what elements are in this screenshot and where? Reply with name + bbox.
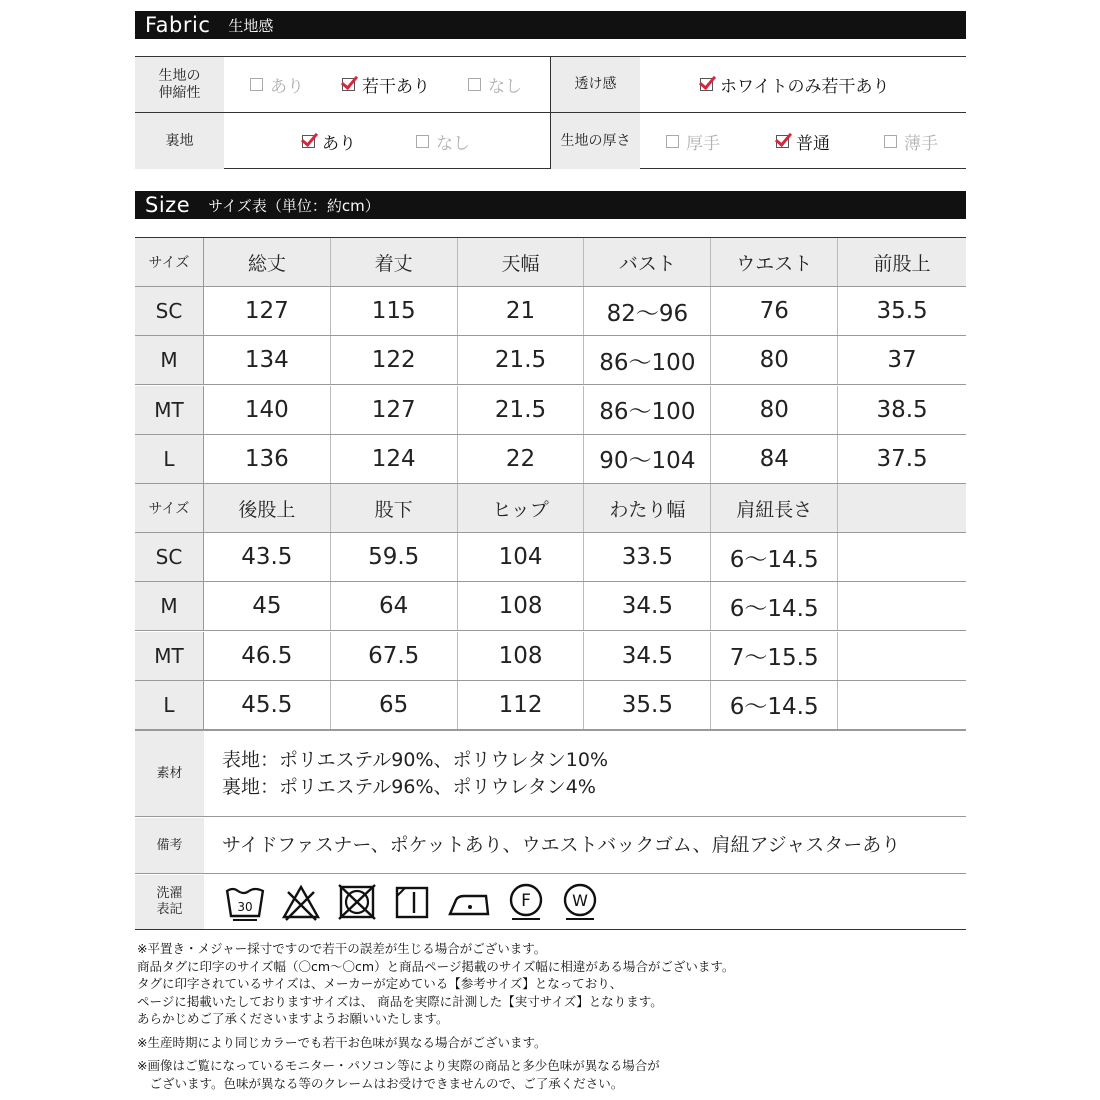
lining-option-ari: [302, 113, 356, 169]
fabric-row-1: [135, 57, 966, 113]
lining-option-nashi: [416, 113, 470, 169]
notes: [137, 940, 734, 1092]
measure-value: 80: [711, 336, 838, 384]
measure-value: 37: [887, 347, 917, 374]
care-row: [135, 875, 966, 930]
checkbox-icon: [250, 78, 263, 91]
measure-value: 21.5: [458, 386, 585, 434]
measure-value: 86〜100: [584, 336, 711, 384]
measure-header: 着丈: [331, 238, 458, 286]
measure-header: 前股上: [838, 238, 966, 286]
size-name: SC: [135, 533, 204, 581]
size-name: M: [135, 582, 204, 630]
measure-value: [838, 681, 966, 729]
measure-value: 64: [331, 582, 458, 630]
size-data-row: [135, 533, 966, 582]
care-icons: [204, 875, 600, 929]
measure-value: 21.5: [458, 336, 585, 384]
measure-value: 112: [458, 681, 585, 729]
measure-value: 45.5: [204, 681, 331, 729]
fabric-title-en: Fabric: [145, 13, 211, 37]
measure-value: 59.5: [331, 533, 458, 581]
checkbox-checked-icon: [302, 135, 315, 148]
measure-header: 後股上: [204, 484, 331, 532]
thickness-option-thick: [666, 113, 720, 169]
measure-value: [838, 533, 966, 581]
option-label: 厚手: [686, 133, 720, 154]
note-line: ございます。色味が異なる等のクレームはお受けできませんので、ご了承ください。: [137, 1075, 624, 1091]
measure-value: 6〜14.5: [711, 533, 838, 581]
measure-header: 総丈: [204, 238, 331, 286]
measure-value: 136: [204, 435, 331, 483]
line-dry-shade-icon: [392, 882, 432, 922]
measure-value: 6〜14.5: [711, 582, 838, 630]
size-data-row: [135, 435, 966, 484]
measure-value: 134: [204, 336, 331, 384]
measure-value: 35.5: [584, 681, 711, 729]
material-line-outer: 表地：ポリエステル90%、ポリウレタン10%: [222, 748, 608, 771]
measure-value: 124: [331, 435, 458, 483]
note-line: ※平置き・メジャー採寸ですので若干の誤差が生じる場合がございます。: [137, 941, 547, 956]
option-label: なし: [436, 133, 470, 154]
option-label: なし: [488, 77, 522, 97]
measure-value: 33.5: [584, 533, 711, 581]
measure-value: 65: [331, 681, 458, 729]
material-label: 素材: [135, 731, 204, 816]
fabric-section-header: [135, 11, 966, 39]
measure-value: 127: [331, 386, 458, 434]
checkbox-icon: [416, 135, 429, 148]
remarks-value: サイドファスナー、ポケットあり、ウエストバックゴム、肩紐アジャスターあり: [222, 834, 901, 856]
size-header-row: [135, 484, 966, 533]
thickness-option-normal: [776, 113, 830, 169]
size-title-en: Size: [145, 193, 191, 217]
stretch-option-slight: [342, 57, 430, 112]
measure-header: ウエスト: [711, 238, 838, 286]
sheer-label: [551, 57, 640, 112]
size-header-label: サイズ: [135, 238, 204, 286]
dry-clean-letter: F: [521, 891, 531, 911]
measure-value: 37.5: [876, 445, 928, 472]
measure-header: 天幅: [458, 238, 585, 286]
measure-value: 45: [204, 582, 331, 630]
size-name: MT: [135, 386, 204, 434]
fabric-table: [135, 56, 966, 169]
measure-value: 67.5: [331, 632, 458, 680]
measure-value: 21: [458, 287, 585, 335]
measure-value: 115: [331, 287, 458, 335]
thickness-label: [551, 113, 640, 169]
option-label: 薄手: [904, 133, 938, 154]
measure-value: 104: [458, 533, 585, 581]
size-data-row: [135, 287, 966, 336]
stretch-label-line2: 伸縮性: [158, 84, 201, 101]
measure-value: 22: [458, 435, 585, 483]
size-title-jp: サイズ表（単位：約cm）: [208, 196, 380, 215]
measure-value: [838, 632, 966, 680]
material-row: [135, 730, 966, 817]
measure-header: 股下: [331, 484, 458, 532]
measure-value: 86〜100: [584, 386, 711, 434]
note-line: タグに印字されているサイズは、メーカーが定めている【参考サイズ】となっており、: [137, 976, 623, 991]
size-data-row: [135, 632, 966, 681]
size-section-header: [135, 191, 966, 219]
measure-value: 7〜15.5: [711, 632, 838, 680]
sheer-option: [700, 57, 890, 112]
note-line: ページに掲載いたしておりますサイズは、 商品を実際に計測した【実寸サイズ】となります。: [137, 993, 663, 1009]
care-label-line1: 洗濯: [156, 886, 183, 901]
stretch-option-nashi: [468, 57, 522, 112]
measure-header: [838, 484, 966, 532]
wet-clean-w-icon: [560, 882, 600, 922]
checkbox-icon: [468, 78, 481, 91]
measure-value: 43.5: [204, 533, 331, 581]
checkbox-icon: [884, 135, 897, 148]
measure-value: 34.5: [584, 632, 711, 680]
iron-low-icon: [446, 882, 492, 922]
measure-value: 76: [711, 287, 838, 335]
size-name: SC: [135, 287, 204, 335]
measure-value: 35.5: [876, 298, 928, 325]
measure-value: 80: [711, 386, 838, 434]
option-label: あり: [270, 77, 304, 97]
size-data-row: [135, 386, 966, 435]
measure-value: 108: [458, 632, 585, 680]
measure-value: 108: [458, 582, 585, 630]
size-name: L: [135, 681, 204, 729]
wet-clean-letter: W: [572, 891, 588, 910]
fabric-title-jp: 生地感: [228, 16, 274, 35]
measure-value: 84: [711, 435, 838, 483]
size-data-row: [135, 336, 966, 385]
sheer-label-text: 透け感: [574, 76, 617, 92]
checkbox-checked-icon: [342, 78, 355, 91]
option-label: あり: [322, 133, 356, 154]
measure-value: 140: [204, 386, 331, 434]
option-label: ホワイトのみ若干あり: [720, 77, 890, 97]
measure-value: 127: [204, 287, 331, 335]
checkbox-icon: [666, 135, 679, 148]
measure-value: 122: [331, 336, 458, 384]
checkbox-checked-icon: [776, 135, 789, 148]
checkbox-checked-icon: [700, 78, 713, 91]
material-value: [204, 731, 966, 816]
size-header-label: サイズ: [135, 484, 204, 532]
stretch-option-ari: [250, 57, 304, 112]
material-line-lining: 裏地：ポリエステル96%、ポリウレタン4%: [222, 775, 596, 798]
remarks-row: [135, 818, 966, 874]
option-label: 若干あり: [362, 77, 430, 97]
measure-value: 6〜14.5: [711, 681, 838, 729]
note-line: ※画像はご覧になっているモニター・パソコン等により実際の商品と多少色味が異なる場合が: [137, 1058, 660, 1073]
measure-value: [838, 582, 966, 630]
measure-header: わたり幅: [584, 484, 711, 532]
thickness-label-text: 生地の厚さ: [560, 132, 631, 149]
lining-label-text: 裏地: [165, 132, 194, 149]
no-tumble-dry-icon: [336, 882, 378, 922]
option-label: 普通: [796, 133, 830, 154]
size-name: L: [135, 435, 204, 483]
measure-value: 90〜104: [584, 435, 711, 483]
measure-value: 38.5: [876, 396, 928, 423]
care-label-line2: 表記: [156, 902, 183, 917]
lining-label: [135, 113, 224, 169]
no-bleach-icon: [280, 882, 322, 922]
measure-value: 46.5: [204, 632, 331, 680]
size-name: MT: [135, 632, 204, 680]
thickness-option-thin: [884, 113, 938, 169]
size-data-row: [135, 681, 966, 730]
note-line: あらかじめご了承くださいますようお願いいたします。: [137, 1011, 449, 1026]
dry-clean-f-icon: [506, 882, 546, 922]
size-name: M: [135, 336, 204, 384]
remarks-label: 備考: [135, 818, 204, 873]
care-label: [135, 875, 204, 929]
measure-value: 34.5: [584, 582, 711, 630]
stretch-label-line1: 生地の: [158, 67, 201, 84]
size-header-row: [135, 238, 966, 287]
note-line: 商品タグに印字のサイズ幅（〇cm〜〇cm）と商品ページ掲載のサイズ幅に相違がある場合がございます。: [137, 958, 735, 974]
measure-header: 肩紐長さ: [711, 484, 838, 532]
size-table: [135, 237, 966, 729]
note-line: ※生産時期により同じカラーでも若干お色味が異なる場合がございます。: [137, 1034, 547, 1050]
wash-temp: 30: [237, 900, 253, 914]
wash-30-icon: [224, 882, 266, 922]
measure-value: 82〜96: [584, 287, 711, 335]
fabric-row-2: [135, 113, 966, 169]
measure-header: バスト: [584, 238, 711, 286]
measure-header: ヒップ: [458, 484, 585, 532]
stretch-label: [135, 57, 224, 112]
size-data-row: [135, 582, 966, 631]
